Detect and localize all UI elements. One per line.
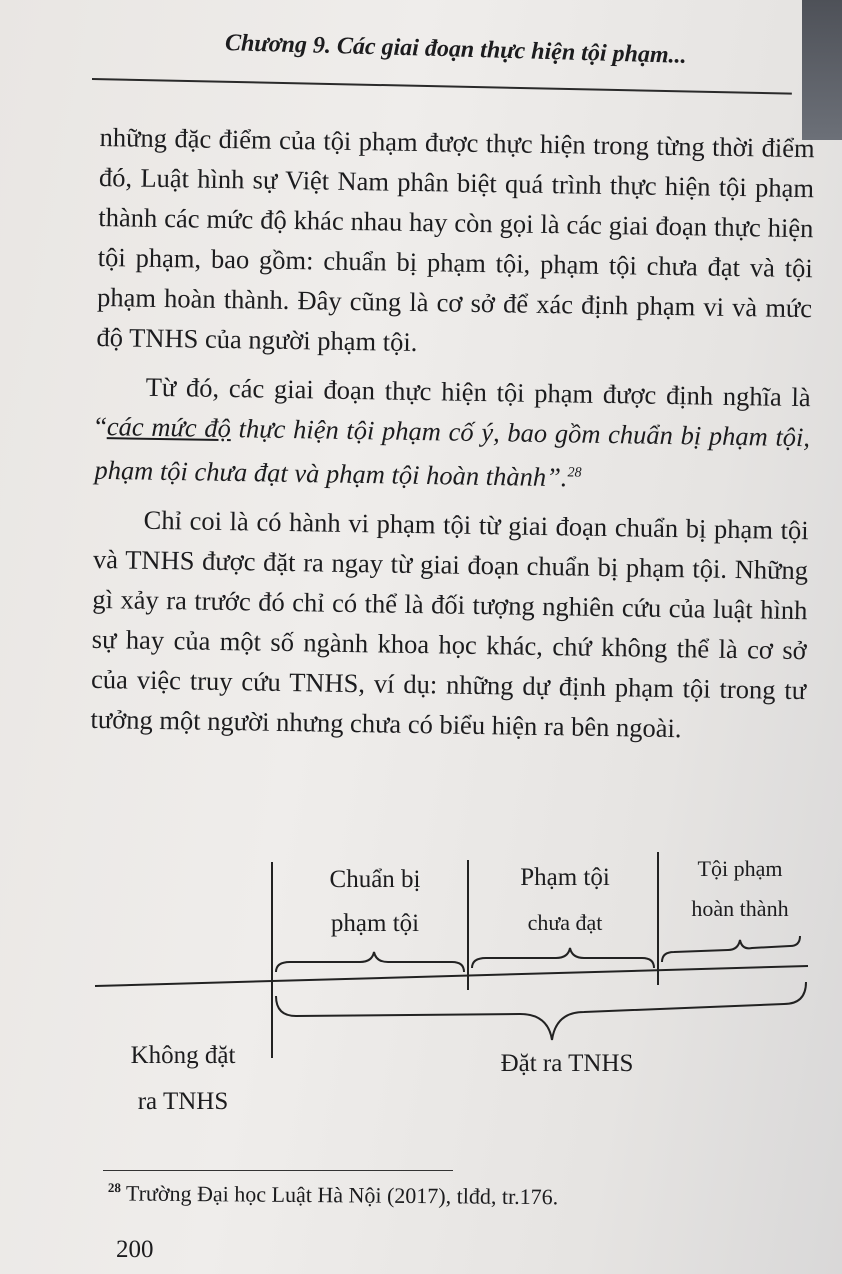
liability-label: Đặt ra TNHS <box>500 1050 634 1077</box>
definition-rest: thực hiện tội phạm cố ý, bao gồm chuẩn bị phạm tội, phạm tội chưa đạt và phạm tội hoàn thành <box>94 413 811 492</box>
paragraph-3: Chỉ coi là có hành vi phạm tội từ giai đoạn chuẩn bị phạm tội và TNHS được đặt ra ngay từ giai đoạn chuẩn bị phạm tội. Những gì xảy ra trước đó chỉ có thể là đối tượng nghiên cứu của luật hình sự hay của một số ngành khoa học khác, chứ không thể là cơ sở của việc truy cứu TNHS, ví dụ: những dự định phạm tội trong tư tưởng một người nhưng chưa có biểu hiện ra bên ngoài. <box>90 504 809 744</box>
big-brace <box>276 982 806 1040</box>
stage-brace-3 <box>662 936 800 962</box>
page-number: 200 <box>116 1236 154 1263</box>
stage-2-line1: Phạm tội <box>520 864 610 891</box>
stage-3-line1: Tội phạm <box>697 856 783 881</box>
definition-underlined: các mức độ <box>106 411 232 444</box>
paragraph-1: những đặc điểm của tội phạm được thực hiện trong từng thời điểm đó, Luật hình sự Việt Nam phân biệt quá trình thực hiện tội phạm thành các mức độ khác nhau hay còn gọi là các giai đoạn thực hiện tội phạm, bao gồm: chuẩn bị phạm tội, phạm tội chưa đạt và tội phạm hoàn thành. Đây cũng là cơ sở để xác định phạm vi và mức độ TNHS của người phạm tội. <box>96 121 815 358</box>
paragraph-2 <box>94 366 811 501</box>
running-header: Chương 9. Các giai đoạn thực hiện tội phạm... <box>224 30 687 69</box>
footnote-rule <box>103 1170 453 1171</box>
footnote <box>108 1180 558 1210</box>
definition-quote <box>94 411 810 492</box>
paragraph-2-lead: Từ đó, các giai đoạn thực hiện tội phạm được định nghĩa là “ <box>94 371 811 442</box>
footnote-text: Trường Đại học Luật Hà Nội (2017), tlđd, tr.176. <box>125 1180 559 1210</box>
header-rule <box>92 78 792 95</box>
page-corner-background <box>802 0 842 140</box>
stage-2-line2: chưa đạt <box>527 910 603 935</box>
quote-close: ”. <box>545 461 568 493</box>
stage-brace-1 <box>276 952 464 972</box>
stage-3-line2: hoàn thành <box>691 896 789 921</box>
no-liability-line1: Không đặt <box>130 1042 236 1069</box>
stage-1-line1: Chuẩn bị <box>329 866 421 893</box>
footnote-number: 28 <box>107 1180 121 1196</box>
timeline-axis <box>95 966 808 986</box>
stage-brace-2 <box>472 948 654 968</box>
footnote-ref: 28 <box>567 465 582 481</box>
body-text <box>90 117 815 750</box>
no-liability-line2: ra TNHS <box>137 1088 229 1115</box>
stage-1-line2: phạm tội <box>330 910 420 937</box>
